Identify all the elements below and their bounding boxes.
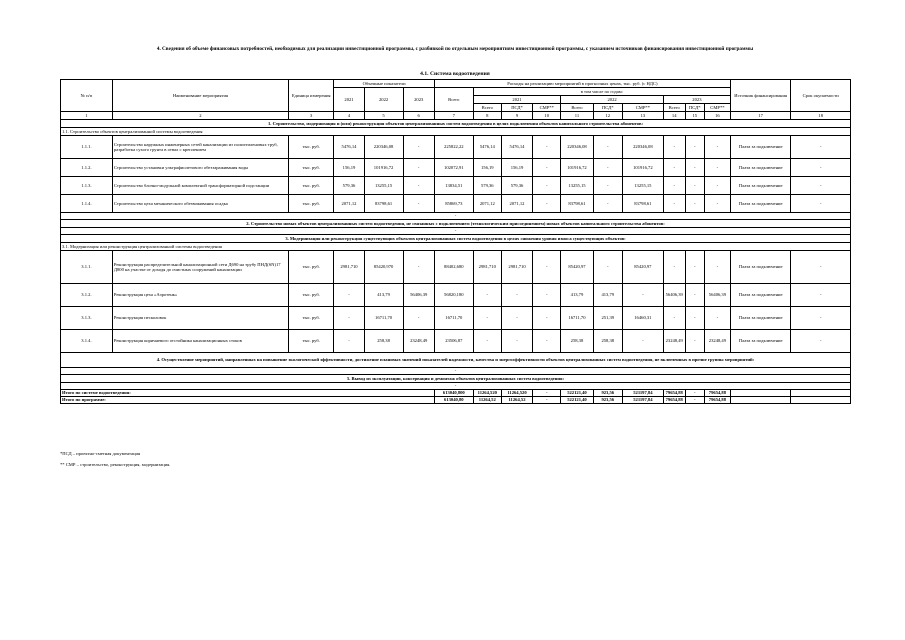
row-smr-2022: 83798,61	[622, 195, 663, 213]
row-source: Плата за подключение	[730, 251, 791, 284]
row-smr-2023: -	[704, 307, 730, 330]
total-source	[730, 390, 791, 397]
row-smr-2023: -	[704, 251, 730, 284]
total-2021: 11264,52	[473, 397, 501, 404]
row-name: Строительство наружных инженерных сетей канализации из полиэтиленовых труб, разработка сухого грунта в отвал с креплением	[112, 136, 288, 159]
row-vol-2022: 16711,70	[364, 307, 403, 330]
row-unit: тыс. руб.	[289, 330, 334, 353]
col-index: 7	[434, 112, 473, 120]
section-1-title: 1. Строительство, модернизация и (или) реконструкция объектов централизованных систем водоотведения в целях подключения объектов капитального строительства абонентов:	[61, 120, 851, 128]
row-smr-2021: -	[533, 251, 561, 284]
total-2021: 11264,520	[473, 390, 501, 397]
row-psd-2023: -	[685, 251, 704, 284]
table-row	[61, 307, 851, 330]
empty-row: -	[61, 368, 851, 375]
table-row	[61, 251, 851, 284]
header-sub-smr: СМР**	[704, 104, 730, 112]
row-total-2023: -	[663, 307, 685, 330]
row-vol-2022: 258,38	[364, 330, 403, 353]
header-num: № п/п	[61, 80, 113, 112]
row-psd-2023: -	[685, 177, 704, 195]
header-source: Источник финансирования	[730, 80, 791, 112]
footnote-psd: *ПСД – проектно-сметная документация	[60, 451, 141, 456]
row-vol-2023: 56406,39	[403, 284, 434, 307]
row-term: -	[791, 177, 851, 195]
row-smr-2022: 101916,72	[622, 159, 663, 177]
row-smr-2023: -	[704, 159, 730, 177]
row-term: -	[791, 330, 851, 353]
row-name: Реконструкция цеха «Аэротенк»	[112, 284, 288, 307]
total-value: 613040,800	[434, 390, 473, 397]
table-row	[61, 330, 851, 353]
col-index: 3	[289, 112, 334, 120]
total-2022: 522121,40	[561, 397, 593, 404]
header-year-2021: 2021	[473, 96, 561, 104]
row-psd-2022: -	[593, 195, 622, 213]
row-total-2023: -	[663, 159, 685, 177]
row-vol-2023: -	[403, 159, 434, 177]
row-vol-2023: -	[403, 177, 434, 195]
col-index: 16	[704, 112, 730, 120]
table-row	[61, 284, 851, 307]
header-sub-psd: ПСД*	[593, 104, 622, 112]
row-vol-2023: -	[403, 307, 434, 330]
row-psd-2021: 5476,14	[501, 136, 532, 159]
row-total-2022: 220346,08	[561, 136, 593, 159]
col-index: 1	[61, 112, 113, 120]
col-index: 6	[403, 112, 434, 120]
total-psd-2022: 923,56	[593, 397, 622, 404]
total-row	[61, 390, 851, 397]
col-index: 18	[791, 112, 851, 120]
row-num: 1.1.4.	[61, 195, 113, 213]
header-row-1	[61, 80, 851, 88]
section-4-title: 4. Осуществление мероприятий, направленных на повышение экологической эффективности, достижение плановых значений показателей надежности, качества и энергоэффективности объектов централизованных систем водоотведения, не включенных в прочие группы мероприятий:	[61, 353, 851, 368]
header-total: Всего	[434, 88, 473, 112]
row-vol-2022: 220346,08	[364, 136, 403, 159]
row-total: 225822,22	[434, 136, 473, 159]
section-1-1-title: 1.1. Строительство объектов централизованной системы водоотведения	[61, 128, 851, 136]
row-unit: тыс. руб.	[289, 307, 334, 330]
row-smr-2023: 23248,49	[704, 330, 730, 353]
row-psd-2021: 579,36	[501, 177, 532, 195]
row-term: -	[791, 195, 851, 213]
row-source: Плата за подключение	[730, 195, 791, 213]
row-smr-2022: -	[622, 284, 663, 307]
row-total-2022: 13255,15	[561, 177, 593, 195]
row-total-2023: 56406,39	[663, 284, 685, 307]
row-unit: тыс. руб.	[289, 177, 334, 195]
row-unit: тыс. руб.	[289, 159, 334, 177]
header-name: Наименование мероприятия	[112, 80, 288, 112]
row-total-2022: 413,79	[561, 284, 593, 307]
total-smr-2023: 79654,88	[704, 390, 730, 397]
row-source: Плата за подключение	[730, 136, 791, 159]
column-index-row	[61, 112, 851, 120]
row-name: Реконструкция песколовок	[112, 307, 288, 330]
header-term: Срок окупаемости	[791, 80, 851, 112]
row-source: Плата за подключение	[730, 159, 791, 177]
col-index: 5	[364, 112, 403, 120]
header-expenses: Расходы на реализацию мероприятий в прогнозных ценах, тыс. руб. (с НДС)	[434, 80, 730, 88]
row-smr-2021: -	[533, 136, 561, 159]
header-sub-total: Всего	[663, 104, 685, 112]
header-vol-2022: 2022	[364, 88, 403, 112]
row-psd-2023: -	[685, 195, 704, 213]
row-smr-2022: 13255,15	[622, 177, 663, 195]
row-total-2023: -	[663, 195, 685, 213]
row-total: 13834,51	[434, 177, 473, 195]
row-vol-2023: -	[403, 251, 434, 284]
empty-row: -	[61, 213, 851, 220]
row-source: Плата за подключение	[730, 330, 791, 353]
total-2023: 79654,88	[663, 397, 685, 404]
row-vol-2022: 83798,61	[364, 195, 403, 213]
row-num: 1.1.3.	[61, 177, 113, 195]
total-psd-2022: 923,56	[593, 390, 622, 397]
row-smr-2022: 220346,08	[622, 136, 663, 159]
table-row	[61, 159, 851, 177]
row-smr-2021: -	[533, 284, 561, 307]
col-index: 14	[663, 112, 685, 120]
row-total-2021: 579,36	[473, 177, 501, 195]
header-sub-psd: ПСД*	[685, 104, 704, 112]
row-psd-2021: -	[501, 330, 532, 353]
row-num: 3.1.3.	[61, 307, 113, 330]
header-vol-2021: 2021	[334, 88, 364, 112]
row-total: 56820,180	[434, 284, 473, 307]
empty-row: -	[61, 228, 851, 235]
total-smr-2021: -	[533, 397, 561, 404]
row-psd-2022: 251,39	[593, 307, 622, 330]
row-psd-2023: -	[685, 159, 704, 177]
row-total: 16711,70	[434, 307, 473, 330]
row-total-2021: -	[473, 284, 501, 307]
col-index: 11	[561, 112, 593, 120]
row-total-2021: 5476,14	[473, 136, 501, 159]
row-name: Реконструкция распределительной канализационной сети Д690 на трубу ПНД(SN)17 Д800 на участке от доходя до очистных сооружений канализации	[112, 251, 288, 284]
row-vol-2023: 23248,49	[403, 330, 434, 353]
total-psd-2021: 11264,520	[501, 390, 532, 397]
total-source	[730, 397, 791, 404]
col-index: 9	[501, 112, 532, 120]
row-term: -	[791, 136, 851, 159]
row-total: 102072,91	[434, 159, 473, 177]
document-heading: 4. Сведения об объеме финансовых потребностей, необходимых для реализации инвестиционной программы, с разбивкой по отдельным мероприятиям инвестиционной программы, с указанием источников финансирования инвестиционной программы	[156, 46, 754, 52]
total-term	[791, 397, 851, 404]
section-5-title: 5. Вывод из эксплуатации, консервация и демонтаж объектов централизованных систем водоотведения:	[61, 375, 851, 383]
row-smr-2021: -	[533, 307, 561, 330]
row-term: -	[791, 307, 851, 330]
header-year-2022: 2022	[561, 96, 664, 104]
row-total-2021: 156,19	[473, 159, 501, 177]
row-psd-2022: 258,38	[593, 330, 622, 353]
row-source: Плата за подключение	[730, 177, 791, 195]
header-year-2023: 2023	[663, 96, 730, 104]
total-row	[61, 397, 851, 404]
empty-row: -	[61, 383, 851, 390]
col-index: 8	[473, 112, 501, 120]
row-total-2023: -	[663, 251, 685, 284]
row-total-2023: -	[663, 177, 685, 195]
table-row	[61, 177, 851, 195]
row-vol-2022: 101916,72	[364, 159, 403, 177]
col-index: 12	[593, 112, 622, 120]
row-source: Плата за подключение	[730, 284, 791, 307]
col-index: 10	[533, 112, 561, 120]
total-smr-2022: 521197,84	[622, 390, 663, 397]
row-psd-2021: 2981,710	[501, 251, 532, 284]
row-smr-2023: -	[704, 136, 730, 159]
row-psd-2021: 156,19	[501, 159, 532, 177]
row-psd-2023: -	[685, 307, 704, 330]
row-smr-2022: 85420,97	[622, 251, 663, 284]
row-total-2021: -	[473, 307, 501, 330]
row-total-2021: 2071,12	[473, 195, 501, 213]
row-psd-2022: -	[593, 177, 622, 195]
col-index: 17	[730, 112, 791, 120]
section-3-1-title: 3.1. Модернизация или реконструкция централизованной системы водоотведения	[61, 243, 851, 251]
row-num: 3.1.4.	[61, 330, 113, 353]
row-unit: тыс. руб.	[289, 136, 334, 159]
header-unit: Единица измерения	[289, 80, 334, 112]
table-row	[61, 136, 851, 159]
section-3-title: 3. Модернизация или реконструкция существующих объектов централизованных систем водоотведения в целях снижения уровня износа существующих объектов:	[61, 235, 851, 243]
row-psd-2022: -	[593, 159, 622, 177]
row-psd-2023: -	[685, 284, 704, 307]
total-smr-2023: 79654,88	[704, 397, 730, 404]
row-psd-2022: -	[593, 251, 622, 284]
total-value: 613040,80	[434, 397, 473, 404]
row-vol-2021: 2071,12	[334, 195, 364, 213]
row-name: Реконструкция коричневого отстойника канализационных стоков	[112, 330, 288, 353]
col-index: 2	[112, 112, 288, 120]
row-smr-2021: -	[533, 195, 561, 213]
total-2022: 522121,40	[561, 390, 593, 397]
row-total-2023: 23248,49	[663, 330, 685, 353]
row-num: 3.1.2.	[61, 284, 113, 307]
header-sub-total: Всего	[561, 104, 593, 112]
row-vol-2023: -	[403, 195, 434, 213]
header-vol-2023: 2023	[403, 88, 434, 112]
col-index: 13	[622, 112, 663, 120]
row-num: 1.1.2.	[61, 159, 113, 177]
total-psd-2023: -	[685, 397, 704, 404]
header-sub-psd: ПСД*	[501, 104, 532, 112]
row-term: -	[791, 159, 851, 177]
row-total: 23506,87	[434, 330, 473, 353]
total-label: Итого по программе:	[61, 397, 435, 404]
row-name: Строительство установки ультрафиолетового обеззараживания воды	[112, 159, 288, 177]
row-total-2022: 85420,97	[561, 251, 593, 284]
total-term	[791, 390, 851, 397]
row-smr-2023: -	[704, 195, 730, 213]
row-term: -	[791, 251, 851, 284]
row-total-2022: 83798,61	[561, 195, 593, 213]
row-total-2022: 258,38	[561, 330, 593, 353]
total-smr-2021: -	[533, 390, 561, 397]
row-vol-2021: 156,19	[334, 159, 364, 177]
row-total-2023: -	[663, 136, 685, 159]
row-total-2022: 16711,70	[561, 307, 593, 330]
row-num: 1.1.1.	[61, 136, 113, 159]
total-smr-2022: 521197,84	[622, 397, 663, 404]
row-smr-2023: 56406,39	[704, 284, 730, 307]
col-index: 4	[334, 112, 364, 120]
footnote-smr: ** СМР – строительство, реконструкция, модернизация.	[60, 462, 171, 467]
row-vol-2022: 13255,15	[364, 177, 403, 195]
row-name: Строительство блочно-модульной комплектной трансформаторной подстанции	[112, 177, 288, 195]
row-vol-2021: -	[334, 330, 364, 353]
row-total-2022: 101916,72	[561, 159, 593, 177]
total-psd-2021: 11264,52	[501, 397, 532, 404]
row-vol-2021: -	[334, 284, 364, 307]
row-smr-2023: -	[704, 177, 730, 195]
row-smr-2022: -	[622, 330, 663, 353]
row-psd-2021: 2071,12	[501, 195, 532, 213]
row-total: 85869,73	[434, 195, 473, 213]
row-unit: тыс. руб.	[289, 251, 334, 284]
row-smr-2021: -	[533, 177, 561, 195]
section-2-title: 2. Строительство новых объектов централизованных систем водоотведения, не связанных с подключением (технологическим присоединением) новых объектов капитального строительства абонентов:	[61, 220, 851, 228]
row-vol-2023: -	[403, 136, 434, 159]
row-smr-2022: 16460,31	[622, 307, 663, 330]
financial-needs-table	[60, 79, 851, 404]
row-total-2021: 2981,710	[473, 251, 501, 284]
row-unit: тыс. руб.	[289, 195, 334, 213]
table-row	[61, 195, 851, 213]
header-volume: Объемные показатели	[334, 80, 434, 88]
row-vol-2021: 2981,710	[334, 251, 364, 284]
row-source: Плата за подключение	[730, 307, 791, 330]
row-psd-2021: -	[501, 284, 532, 307]
total-2023: 79654,88	[663, 390, 685, 397]
row-smr-2021: -	[533, 159, 561, 177]
total-psd-2023: -	[685, 390, 704, 397]
row-psd-2022: 413,79	[593, 284, 622, 307]
header-by-years: в том числе по годам:	[473, 88, 730, 96]
row-num: 3.1.1.	[61, 251, 113, 284]
row-vol-2021: 5476,14	[334, 136, 364, 159]
row-name: Строительство цеха механического обезвоживания осадка	[112, 195, 288, 213]
row-psd-2022: -	[593, 136, 622, 159]
row-term: -	[791, 284, 851, 307]
col-index: 15	[685, 112, 704, 120]
row-vol-2022: 413,79	[364, 284, 403, 307]
total-label: Итого по системе водоотведения:	[61, 390, 435, 397]
row-total-2021: -	[473, 330, 501, 353]
row-smr-2021: -	[533, 330, 561, 353]
row-total: 88402,680	[434, 251, 473, 284]
row-vol-2022: 85420,970	[364, 251, 403, 284]
header-sub-smr: СМР**	[533, 104, 561, 112]
header-sub-smr: СМР**	[622, 104, 663, 112]
row-psd-2023: -	[685, 330, 704, 353]
table-subtitle: 4.1. Система водоотведения	[420, 71, 490, 77]
row-psd-2021: -	[501, 307, 532, 330]
row-vol-2021: 579,36	[334, 177, 364, 195]
row-unit: тыс. руб.	[289, 284, 334, 307]
header-sub-total: Всего	[473, 104, 501, 112]
row-psd-2023: -	[685, 136, 704, 159]
row-vol-2021: -	[334, 307, 364, 330]
